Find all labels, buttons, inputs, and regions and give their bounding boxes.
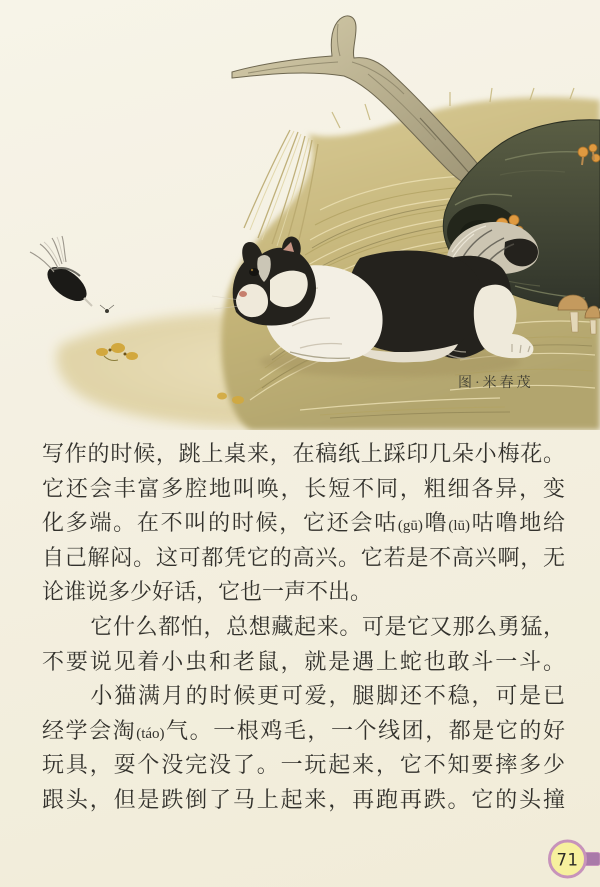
text-segment: 化多端。在不叫的时候，它还会咕 bbox=[42, 510, 398, 536]
text-segment: 写作的时候，跳上桌来，在稿纸上踩印几朵小梅花。 bbox=[42, 441, 565, 466]
pinyin-annotation: (lū) bbox=[448, 518, 471, 535]
text-segment: 小猫满月的时候更可爱，腿脚还不稳，可是已 bbox=[90, 683, 565, 709]
text-segment: 噜 bbox=[422, 510, 449, 536]
text-segment: 经学会淘 bbox=[42, 717, 137, 743]
body-text bbox=[42, 437, 565, 818]
illustration-caption: 图·米春茂 bbox=[458, 376, 534, 391]
text-line bbox=[42, 575, 565, 610]
text-segment: 论谁说多少好话，它也一声不出。 bbox=[42, 579, 373, 605]
text-line bbox=[42, 679, 565, 714]
text-line bbox=[42, 783, 565, 818]
text-segment: 气。一根鸡毛，一个线团，都是它的好 bbox=[164, 717, 565, 743]
page-number: 71 bbox=[556, 850, 579, 870]
insect bbox=[105, 309, 109, 313]
illustration-svg bbox=[0, 0, 600, 430]
text-segment: 它还会丰富多腔地叫唤，长短不同，粗细各异，变 bbox=[42, 475, 565, 501]
feather bbox=[30, 236, 93, 308]
text-line bbox=[42, 714, 565, 749]
illustration bbox=[0, 0, 600, 430]
text-segment: 跟头，但是跌倒了马上起来，再跑再跌。它的头撞 bbox=[42, 786, 565, 812]
text-line bbox=[42, 506, 565, 541]
text-segment: 咕噜地给 bbox=[470, 510, 565, 536]
text-segment: 它什么都怕，总想藏起来。可是它又那么勇猛， bbox=[90, 613, 565, 639]
text-line bbox=[42, 748, 565, 783]
pinyin-annotation: (táo) bbox=[136, 725, 165, 742]
text-line bbox=[42, 610, 565, 645]
text-line bbox=[42, 645, 565, 680]
text-line bbox=[42, 437, 565, 472]
text-line bbox=[42, 472, 565, 507]
page-number-badge bbox=[545, 839, 600, 881]
text-line bbox=[42, 541, 565, 576]
pinyin-annotation: (gū) bbox=[397, 518, 423, 535]
text-segment: 自己解闷。这可都凭它的高兴。它若是不高兴啊，无 bbox=[42, 544, 565, 570]
text-segment: 玩具，耍个没完没了。一玩起来，它不知要摔多少 bbox=[42, 752, 565, 778]
text-segment: 不要说见着小虫和老鼠，就是遇上蛇也敢斗一斗。 bbox=[42, 648, 565, 674]
